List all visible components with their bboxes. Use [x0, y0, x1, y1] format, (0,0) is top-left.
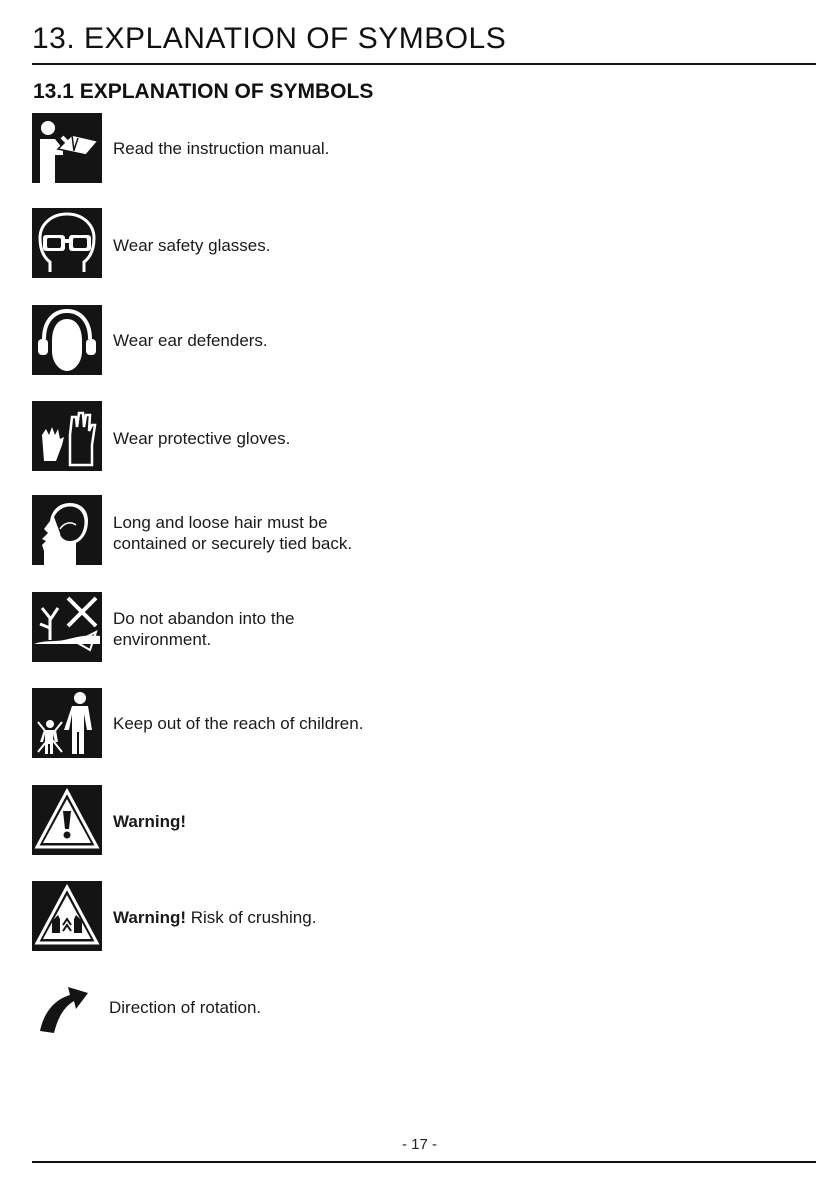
symbol-description	[113, 512, 352, 554]
ear-defenders-icon	[32, 305, 102, 375]
section-title: 13.1 EXPLANATION OF SYMBOLS	[33, 80, 374, 103]
warning-label: Warning!	[113, 812, 187, 831]
symbol-description: Read the instruction manual.	[113, 139, 330, 158]
description-line: Long and loose hair must be	[113, 513, 328, 532]
crushing-hazard-icon	[32, 881, 102, 951]
symbol-description: Direction of rotation.	[109, 998, 262, 1017]
keep-children-away-icon	[32, 688, 102, 758]
symbol-description	[113, 811, 186, 832]
warning-triangle-icon	[32, 785, 102, 855]
rotation-arrow-icon	[32, 983, 102, 1053]
environment-disposal-icon	[32, 592, 102, 662]
symbol-description	[113, 608, 294, 650]
description-line: Do not abandon into the	[113, 609, 295, 628]
protective-gloves-icon	[32, 401, 102, 471]
symbol-description	[113, 907, 316, 928]
warning-label: Warning!	[113, 908, 187, 927]
title-divider	[32, 63, 816, 65]
footer-divider	[32, 1161, 816, 1163]
page-number: - 17 -	[401, 1136, 437, 1153]
warning-text: Risk of crushing.	[186, 908, 317, 927]
symbol-description: Wear protective gloves.	[113, 429, 291, 448]
symbol-description: Wear ear defenders.	[113, 331, 268, 350]
safety-glasses-icon	[32, 208, 102, 278]
read-manual-icon	[32, 113, 102, 183]
symbol-description: Wear safety glasses.	[113, 236, 271, 255]
tie-hair-icon	[32, 495, 102, 565]
description-line: environment.	[113, 630, 212, 649]
description-line: contained or securely tied back.	[113, 534, 353, 553]
page-title: 13. EXPLANATION OF SYMBOLS	[32, 22, 507, 55]
symbol-description: Keep out of the reach of children.	[113, 714, 364, 733]
